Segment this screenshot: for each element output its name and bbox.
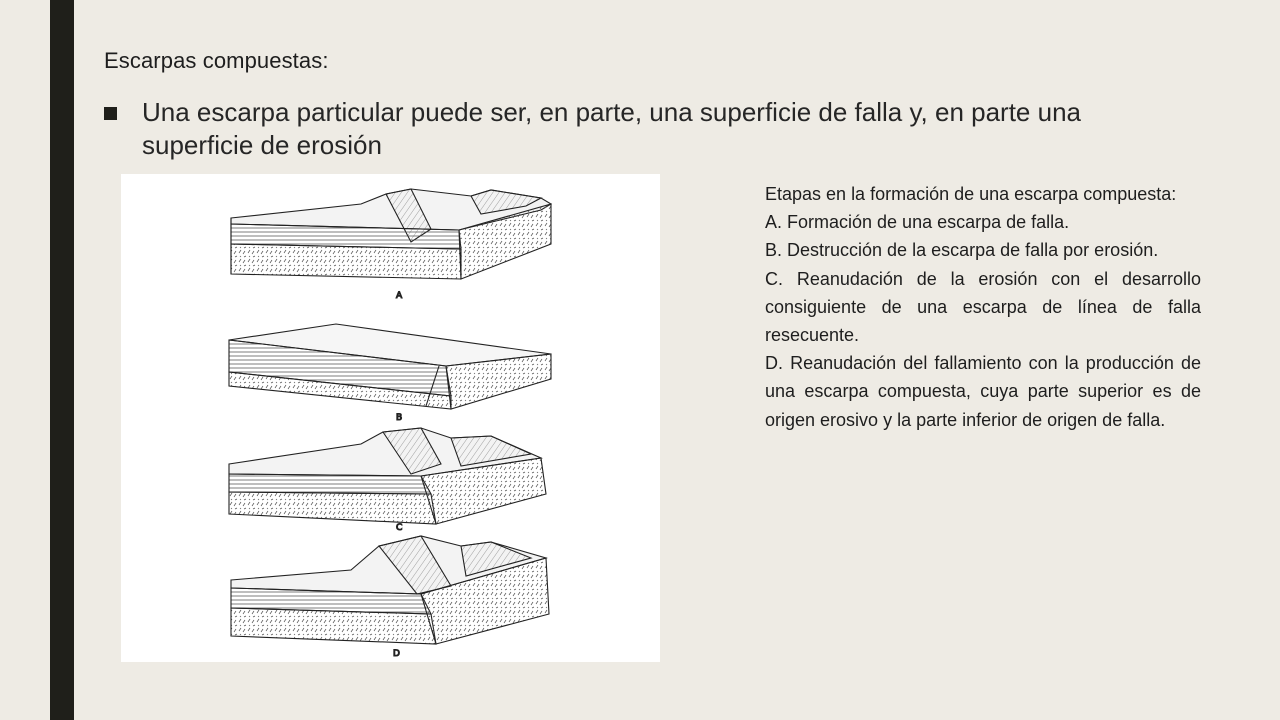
caption-item-c: C. Reanudación de la erosión con el desarrollo consiguiente de una escarpa de línea de falla resecuente. (765, 268, 1201, 346)
figure-label-b: B (396, 413, 403, 423)
bullet-text: Una escarpa particular puede ser, en parte, una superficie de falla y, en parte una superficie de erosión (142, 97, 1081, 160)
figure-label-d: D (393, 649, 400, 659)
caption-item-a: A. Formación de una escarpa de falla. (765, 212, 1070, 233)
block-diagram-a (231, 189, 551, 301)
caption-heading: Etapas en la formación de una escarpa compuesta: (765, 184, 1177, 204)
block-diagram-b (229, 324, 551, 423)
block-diagram-c (229, 428, 546, 533)
escarpment-block-diagrams (121, 174, 660, 662)
block-diagram-d (231, 536, 549, 659)
figure-label-a: A (396, 291, 403, 301)
square-bullet-icon (104, 107, 117, 120)
slide-title: Escarpas compuestas: (104, 48, 329, 73)
caption-item-d: D. Reanudación del fallamiento con la producción de una escarpa compuesta, cuya parte superior es de origen erosivo y la parte inferior de origen de falla. (765, 353, 1201, 430)
bullet-item (104, 96, 1144, 162)
caption-item-b: B. Destrucción de la escarpa de falla por erosión. (765, 240, 1159, 261)
left-accent-bar (50, 0, 74, 720)
figure-label-c: C (396, 523, 403, 533)
figure-caption (765, 180, 1201, 434)
